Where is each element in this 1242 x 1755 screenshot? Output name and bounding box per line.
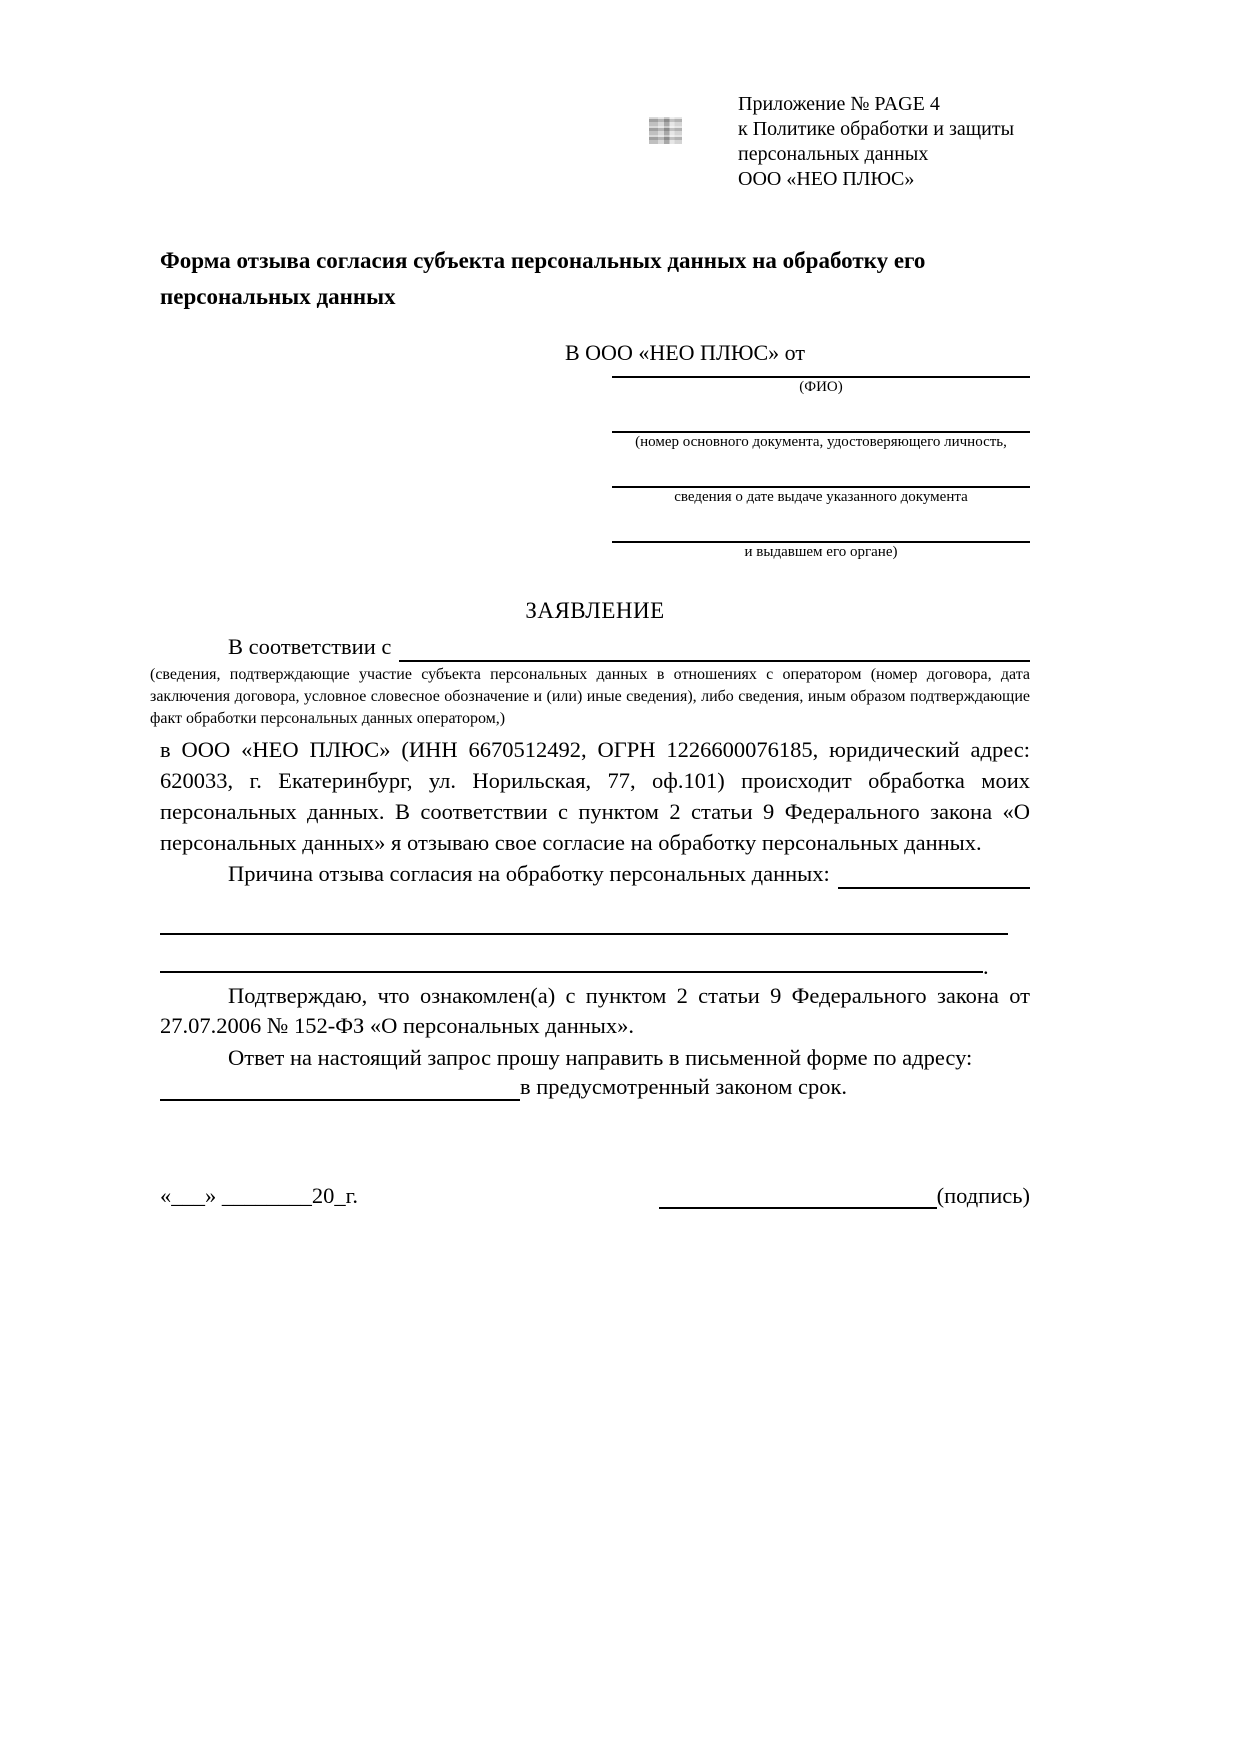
issuing-authority-field — [612, 533, 1030, 562]
signature-caption: (подпись) — [936, 1183, 1030, 1209]
appendix-header-line: к Политике обработки и защиты — [738, 118, 1015, 140]
fio-fill-line — [612, 368, 1030, 378]
appendix-header-line: ООО «НЕО ПЛЮС» — [738, 168, 915, 190]
document-content — [150, 0, 1030, 1209]
reason-lead: Причина отзыва согласия на обработку персональных данных: — [228, 861, 830, 887]
accordance-fill-line — [399, 636, 1030, 662]
reply-tail: в предусмотренный законом срок. — [520, 1074, 847, 1100]
issue-date-fill-line — [612, 478, 1030, 488]
blank-line-terminator: . — [983, 954, 989, 980]
issuing-authority-fill-line — [612, 533, 1030, 543]
document-number-fill-line — [612, 423, 1030, 433]
fio-caption: (ФИО) — [799, 379, 843, 396]
issuing-authority-caption: и выдавшем его органе) — [744, 544, 898, 561]
accordance-row — [160, 632, 1030, 662]
issue-date-field — [612, 478, 1030, 507]
reason-row — [160, 858, 1030, 889]
signature-fill-line — [659, 1185, 937, 1209]
signature-group — [659, 1183, 1030, 1209]
main-paragraph: в ООО «НЕО ПЛЮС» (ИНН 6670512492, ОГРН 1226600076185, юридический адрес: 620033, г. Екатеринбург, ул. Норильская, 77, оф.101) происходит обработка моих персональных данных. В соответствии с пунктом 2 статьи 9 Федерального закона «О персональных данных» я отзываю свое согласие на обработку персональных данных. — [160, 737, 1030, 856]
reason-fill-line — [838, 863, 1030, 889]
reply-lead: Ответ на настоящий запрос прошу направить в письменной форме по адресу: — [228, 1045, 973, 1071]
accordance-lead: В соответствии с — [228, 634, 392, 660]
recipient-block — [565, 340, 1030, 562]
address-fill-line — [160, 1077, 520, 1101]
document-number-caption: (номер основного документа, удостоверяющего личность, — [635, 434, 1007, 451]
confirmation-paragraph: Подтверждаю, что ознакомлен(а) с пунктом 2 статьи 9 Федерального закона от 27.07.2006 № 152-ФЗ «О персональных данных». — [160, 983, 1030, 1039]
date-signature-row — [160, 1183, 1030, 1209]
statement-heading: ЗАЯВЛЕНИЕ — [525, 598, 665, 624]
recipient-to-line: В ООО «НЕО ПЛЮС» от — [565, 340, 805, 366]
reply-address-row — [160, 1073, 1030, 1101]
blank-fill-line — [160, 963, 983, 973]
fio-field — [612, 368, 1030, 397]
blank-fill-line-with-period — [160, 954, 1030, 980]
blank-fill-line — [160, 933, 1008, 935]
document-title: Форма отзыва согласия субъекта персональных данных на обработку его персональных данных — [160, 248, 926, 309]
fine-print-note: (сведения, подтверждающие участие субъекта персональных данных в отношениях с оператором (номер договора, дата заключения договора, условное словесное обозначение и (или) иные сведения), либо сведения, иным образом подтверждающие факт обработки персональных данных оператором,) — [150, 666, 1030, 728]
appendix-header-line: Приложение № PAGE 4 — [738, 93, 940, 115]
appendix-header-line: персональных данных — [738, 143, 929, 165]
document-number-field — [612, 423, 1030, 452]
date-line: «___» ________20_г. — [160, 1183, 358, 1209]
issue-date-caption: сведения о дате выдаче указанного документа — [674, 489, 968, 506]
